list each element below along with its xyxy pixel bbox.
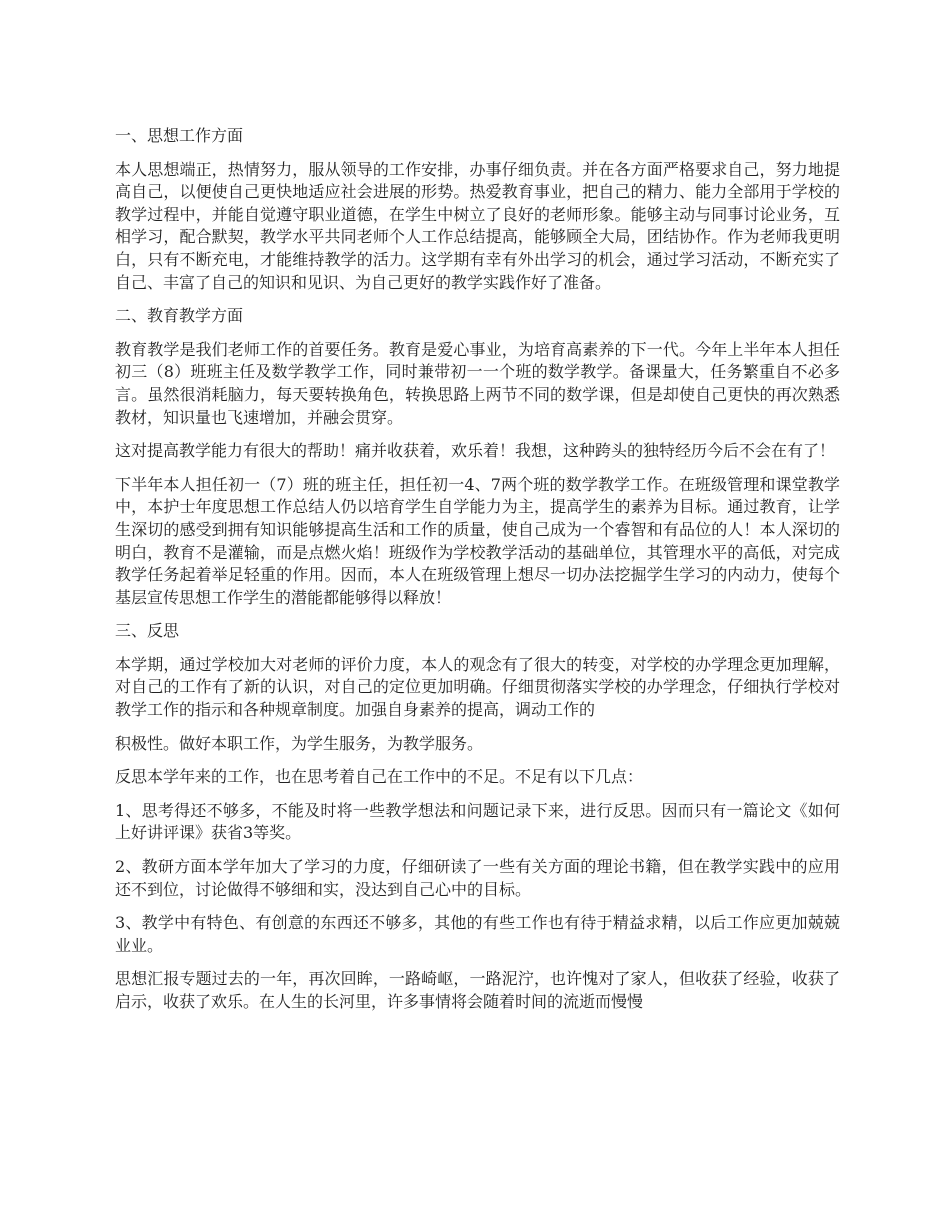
document-page (115, 117, 840, 1025)
paragraph-thought-work: 本人思想端正，热情努力，服从领导的工作安排，办事仔细负责。并在各方面严格要求自己，努力地提高自己，以便使自己更快地适应社会进展的形势。热爱教育事业，把自己的精力、能力全部用于学校的教学过程中，并能自觉遵守职业道德，在学生中树立了良好的老师形象。能够主动与同事讨论业务，互相学习，配合默契，教学水平共同老师个人工作总结提高，能够顾全大局，团结协作。作为老师我更明白，只有不断充电，才能维持教学的活力。这学期有幸有外出学习的机会，通过学习活动，不断充实了自己、丰富了自己的知识和见识、为自己更好的教学实践作好了准备。 (115, 159, 840, 292)
paragraph-reflection-intro: 本学期，通过学校加大对老师的评价力度，本人的观念有了很大的转变，对学校的办学理念更加理解，对自己的工作有了新的认识，对自己的定位更加明确。仔细贯彻落实学校的办学理念，仔细执行学校对教学工作的指示和各种规章制度。加强自身素养的提高，调动工作的 (115, 654, 840, 720)
list-item-shortcoming-3: 3、教学中有特色、有创意的东西还不够多，其他的有些工作也有待于精益求精，以后工作应更加兢兢业业。 (115, 913, 840, 955)
paragraph-reflection-enthusiasm: 积极性。做好本职工作，为学生服务，为教学服务。 (115, 733, 484, 753)
paragraph-teaching-first-half: 教育教学是我们老师工作的首要任务。教育是爱心事业，为培育高素养的下一代。今年上半年本人担任初三（8）班班主任及数学教学工作，同时兼带初一一个班的数学教学。备课量大，任务繁重自不必多言。虽然很消耗脑力，每天要转换角色，转换思路上两节不同的数学课，但是却使自己更快的再次熟悉教材，知识量也飞速增加，并融会贯穿。 (115, 339, 840, 427)
section-heading-reflection: 三、反思 (115, 621, 180, 641)
paragraph-closing: 思想汇报专题过去的一年，再次回眸，一路崎岖，一路泥泞，也许愧对了家人，但收获了经验，收获了启示，收获了欢乐。在人生的长河里，许多事情将会随着时间的流逝而慢慢 (115, 969, 840, 1011)
paragraph-reflection-shortcomings: 反思本学年来的工作，也在思考着自己在工作中的不足。不足有以下几点： (115, 767, 644, 787)
section-heading-thought: 一、思想工作方面 (115, 126, 244, 145)
paragraph-teaching-second-half: 下半年本人担任初一（7）班的班主任，担任初一4、7两个班的数学教学工作。在班级管理和课堂教学中，本护士年度思想工作总结人仍以培育学生自学能力为主，提高学生的素养为目标。通过教育，让学生深切的感受到拥有知识能够提高生活和工作的质量，使自己成为一个睿智和有品位的人！本人深切的明白，教育不是灌输，而是点燃火焰！班级作为学校教学活动的基础单位，其管理水平的高低，对完成教学任务起着举足轻重的作用。因而，本人在班级管理上想尽一切办法挖掘学生学习的内动力，使每个基层宣传思想工作学生的潜能都能够得以释放！ (115, 474, 840, 607)
paragraph-teaching-gain: 这对提高教学能力有很大的帮助！痛并收获着，欢乐着！我想，这种跨头的独特经历今后不会在有了！ (115, 441, 836, 461)
list-item-shortcoming-2: 2、教研方面本学年加大了学习的力度，仔细研读了一些有关方面的理论书籍，但在教学实践中的应用还不到位，讨论做得不够细和实，没达到自己心中的目标。 (115, 857, 840, 899)
section-heading-teaching: 二、教育教学方面 (115, 306, 244, 326)
list-item-shortcoming-1: 1、思考得还不够多，不能及时将一些教学想法和问题记录下来，进行反思。因而只有一篇论文《如何上好讲评课》获省3等奖。 (115, 800, 840, 843)
